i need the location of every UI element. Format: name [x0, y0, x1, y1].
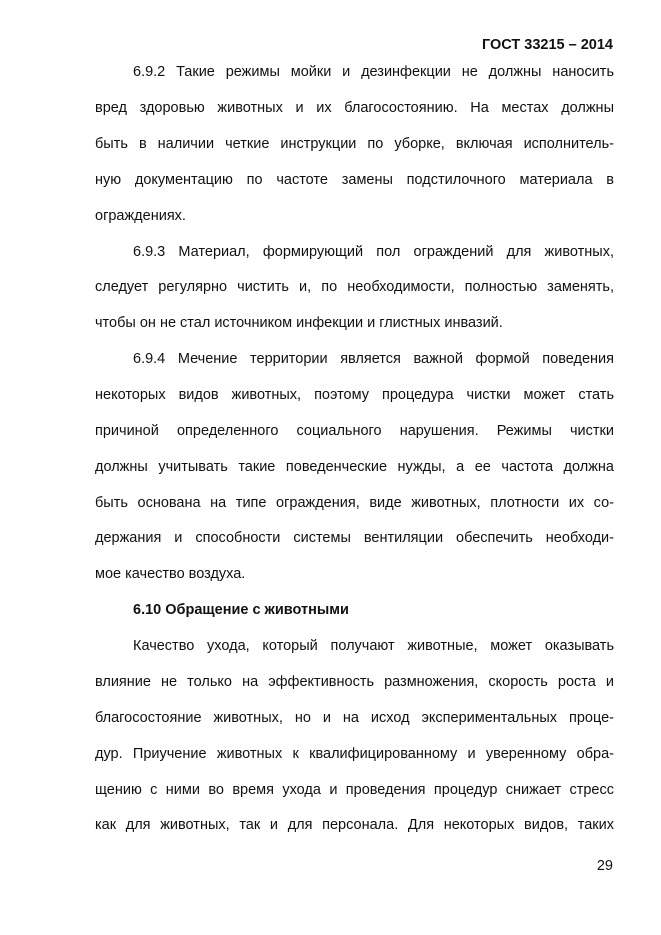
document-header: ГОСТ 33215 – 2014 [481, 37, 613, 53]
section-heading-text: 6.10 Обращение с животными [133, 602, 349, 618]
text-line: 6.9.3 Материал, формирующий пол ограждений для животных, [133, 243, 614, 260]
paragraph-6-9-4 [95, 342, 614, 593]
text-line: как для животных, так и для персонала. Для некоторых видов, таких [95, 817, 614, 834]
text-line: ограждениях. [95, 207, 186, 224]
text-line: влияние не только на эффективность размножения, скорость роста и [95, 673, 614, 690]
text-line: 6.9.4 Мечение территории является важной формой поведения [133, 351, 614, 367]
text-line: дур. Приучение животных к квалифицированному и уверенному обра- [95, 745, 614, 762]
text-line: 6.9.2 Такие режимы мойки и дезинфекции не должны наносить [133, 64, 614, 80]
section-heading [95, 593, 614, 629]
text-line: щению с ними во время ухода и проведения процедур снижает стресс [95, 781, 614, 798]
paragraph-6-10 [95, 629, 614, 844]
paragraph-6-9-2 [95, 55, 614, 234]
text-line: причиной определенного социального нарушения. Режимы чистки [95, 422, 614, 439]
text-line: вред здоровью животных и их благосостоянию. На местах должны [95, 99, 614, 116]
text-line: благосостояние животных, но и на исход экспериментальных проце- [95, 709, 614, 726]
text-line: Качество ухода, который получают животные, может оказывать [133, 638, 614, 654]
text-line: некоторых видов животных, поэтому процедура чистки может стать [95, 386, 614, 403]
page-number: 29 [596, 858, 613, 874]
text-line: должны учитывать такие поведенческие нужды, а ее частота должна [95, 458, 614, 475]
text-line: следует регулярно чистить и, по необходимости, полностью заменять, [95, 279, 614, 296]
text-line: чтобы он не стал источником инфекции и глистных инвазий. [95, 315, 503, 332]
text-line: ную документацию по частоте замены подстилочного материала в [95, 171, 614, 188]
text-line: держания и способности системы вентиляции обеспечить необходи- [95, 530, 614, 547]
text-line: быть в наличии четкие инструкции по уборке, включая исполнитель- [95, 135, 614, 152]
text-line: быть основана на типе ограждения, виде животных, плотности их со- [95, 494, 614, 511]
paragraph-6-9-3 [95, 235, 614, 343]
text-line: мое качество воздуха. [95, 566, 246, 583]
